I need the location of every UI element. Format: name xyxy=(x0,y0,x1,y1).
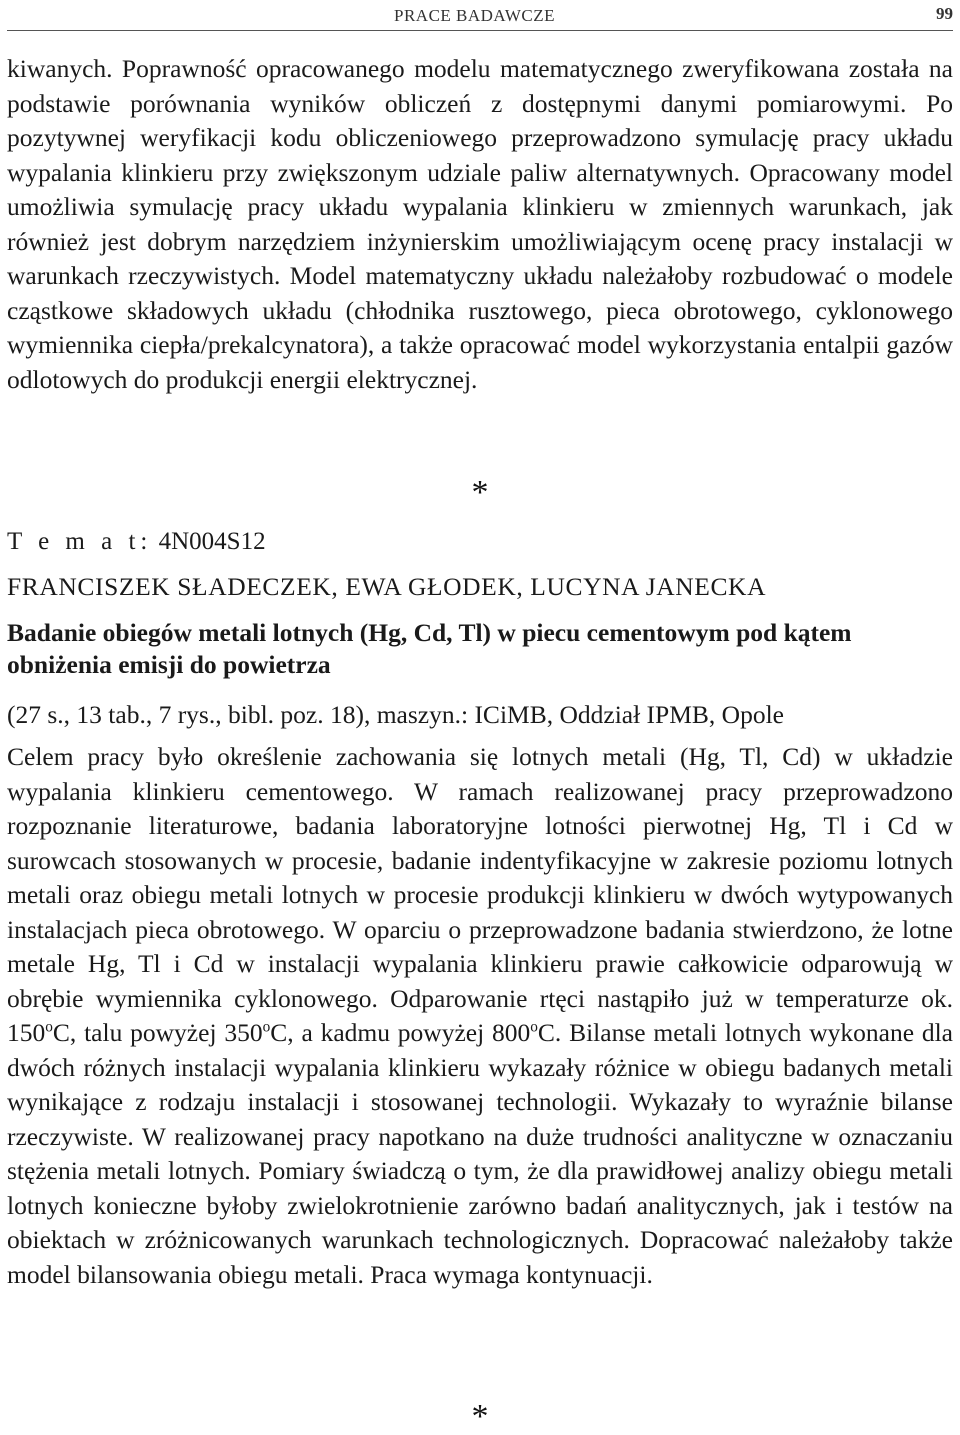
section-separator: * xyxy=(471,1398,489,1435)
abstract-paragraph xyxy=(7,740,953,1292)
continuation-paragraph: kiwanych. Poprawność opracowanego modelu matematycznego zweryfikowana została na podstawie porównania wyników obliczeń z dostępnymi danymi pomiarowymi. Po pozytywnej weryfikacji kodu obliczeniowego przeprowadzono symulację pracy układu wypalania klinkieru przy zwiększonym udziale paliw alternatywnych. Opracowany model umożliwia symulację pracy układu wypalania klinkieru w zmiennych warunkach, jak również jest dobrym narzędziem inżynierskim umożliwiającym ocenę pracy instalacji w warunkach rzeczywistych. Model matematyczny układu należałoby rozbudować o modele cząstkowe składowych układu (chłodnika rusztowego, pieca obrotowego, cyklonowego wymiennika ciepła/prekalcynatora), a także opracować model wykorzystania entalpii gazów odlotowych do produkcji energii elektrycznej. xyxy=(7,54,953,394)
abstract-text-1: Celem pracy było określenie zachowania się lotnych metali (Hg, Tl, Cd) w układzie wypalania klinkieru cementowego. W ramach realizowanej pracy przeprowadzono rozpoznanie literaturowe, badania laboratoryjne lotności pierwotnej Hg, Tl i Cd w surowcach stosowanych w procesie, badanie indentyfikacyjne w zakresie poziomu lotnych metali oraz obiegu metali lotnych w procesie produkcji klinkieru w dwóch wytypowanych instalacjach pieca obrotowego. W oparciu o przeprowadzone badania stwierdzono, że lotne metale Hg, Tl i Cd w instalacji wypalania klinkieru prawie całkowicie odparowują w obrębie wymiennika cyklonowego. Odparowanie rtęci nastąpiło już w temperaturze ok. 150 xyxy=(7,742,953,1047)
page-number: 99 xyxy=(936,4,953,23)
topic-line xyxy=(7,525,266,559)
topic-code: 4N004S12 xyxy=(158,528,266,555)
abstract-text-2: C, talu powyżej 350 xyxy=(52,1018,263,1047)
running-title: PRACE BADAWCZE xyxy=(394,6,556,25)
header-rule xyxy=(7,30,953,31)
degree-superscript: o xyxy=(45,1018,53,1036)
page-header xyxy=(0,4,960,28)
degree-superscript: o xyxy=(530,1018,538,1036)
abstract-text-4: C. Bilanse metali lotnych wykonane dla dwóch różnych instalacji wypalania klinkieru wykazały różnice w obiegu badanych metali wynikające z rodzaju instalacji i stosowanej technologii. Wykazały to wyraźnie bilanse rzeczywiste. W realizowanej pracy napotkano na duże trudności analityczne w oznaczaniu stężenia metali lotnych. Pomiary świadczą o tym, że dla prawidłowej analizy obiegu metali lotnych konieczne byłoby zwielokrotnienie zarówno badań analitycznych, jak i testów na obiektach w zróżnicowanych warunkach technologicznych. Dopracować należałoby także model bilansowania obiegu metali. Praca wymaga kontynuacji. xyxy=(7,1018,953,1289)
degree-superscript: o xyxy=(262,1018,271,1036)
bibliographic-meta: (27 s., 13 tab., 7 rys., bibl. poz. 18), maszyn.: ICiMB, Oddział IPMB, Opole xyxy=(7,700,784,729)
section-separator: * xyxy=(471,474,489,511)
topic-label: T e m a t: xyxy=(7,528,153,555)
abstract-text-3: C, a kadmu powyżej 800 xyxy=(270,1018,531,1047)
authors: FRANCISZEK SŁADECZEK, EWA GŁODEK, LUCYNA JANECKA xyxy=(7,572,767,601)
entry-title: Badanie obiegów metali lotnych (Hg, Cd, Tl) w piecu cementowym pod kątem obniżenia emisji do powietrza xyxy=(7,618,852,679)
